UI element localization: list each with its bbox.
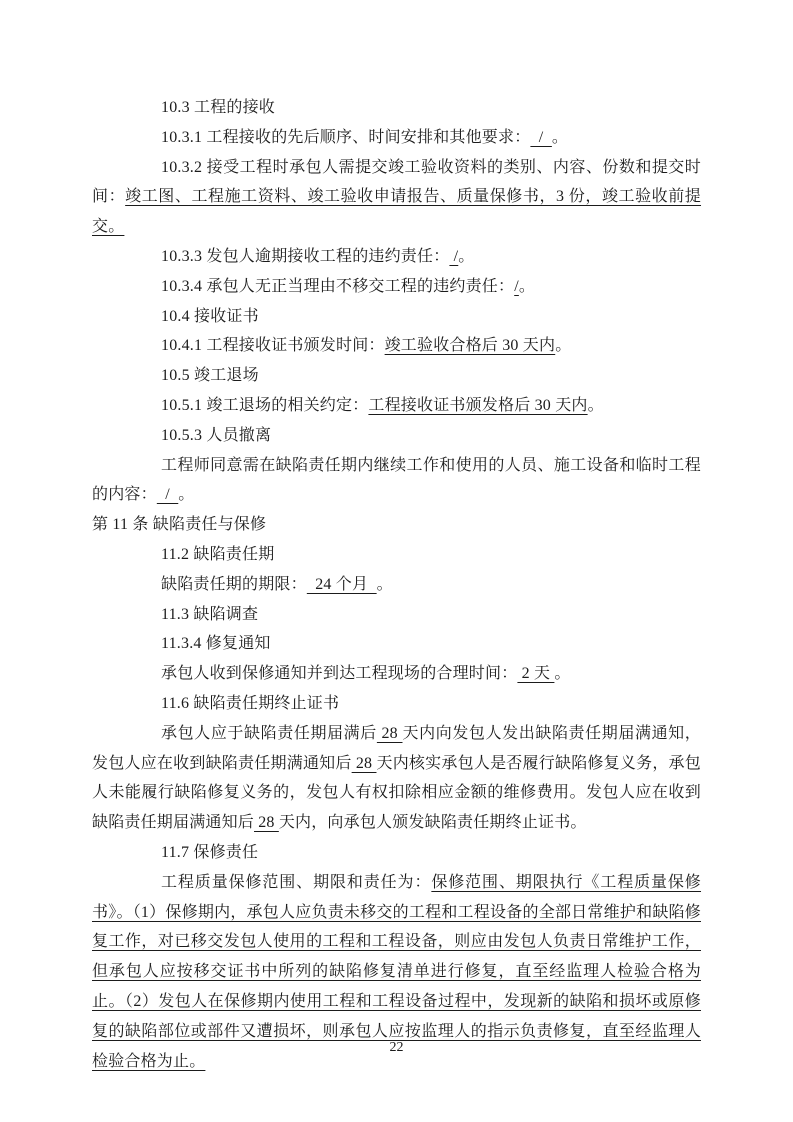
clause-11-3-4 — [92, 629, 701, 659]
text-run: 10.3.1 工程接收的先后顺序、时间安排和其他要求： — [161, 128, 531, 146]
clause-11-7 — [92, 838, 701, 868]
text-run: 10.3.4 承包人无正当理由不移交工程的违约责任： — [161, 277, 515, 295]
fill-in-underline: 保修范围、期限执行《工程质量保修书》。（1）保修期内，承包人应负责未移交的工程和工程设备的全部日常维护和缺陷修复工作，对已移交发包人使用的工程和工程设备，则应由发包人负责日常维护工作，但承包人应按移交证书中所列的缺陷修复清单进行修复，直至经监理人检验合格为止。（2）发包人在保修期内使用工程和工程设备过程中，发现新的缺陷和损坏或原修复的缺陷部位或部件又遭损坏，则承包人应按监理人的指示负责修复，直至经监理人检验合格为止。 — [92, 873, 702, 1070]
text-run: 。 — [554, 665, 571, 683]
text-run: 11.3 缺陷调查 — [161, 605, 259, 623]
fill-in-underline: 28 — [351, 754, 377, 772]
text-run: 天内向发包人发出缺陷责任期届满通知，发包人应在收到缺陷责任期满通知后 — [92, 724, 701, 772]
text-run: 。 — [458, 247, 475, 265]
text-run: 11.7 保修责任 — [161, 843, 259, 861]
text-run: 10.5 竣工退场 — [161, 367, 259, 385]
fill-in-underline: 24 个月 — [306, 575, 377, 593]
fill-in-underline: 竣工图、工程施工资料、竣工验收申请报告、质量保修书，3 份，竣工验收前提交。 — [92, 188, 702, 236]
fill-in-underline: / — [156, 486, 179, 504]
text-run: 。 — [587, 396, 604, 414]
clause-10-5 — [92, 361, 701, 391]
fill-in-underline: 28 — [254, 814, 279, 832]
clause-10-4-1 — [92, 331, 701, 361]
fill-in-underline: / — [449, 247, 459, 265]
text-run: 11.2 缺陷责任期 — [161, 545, 275, 563]
fill-in-underline: 工程接收证书颁发格后 30 天内 — [368, 396, 588, 414]
text-run: 10.4.1 工程接收证书颁发时间： — [161, 337, 385, 355]
clause-11-3 — [92, 600, 701, 630]
clause-10-3 — [92, 93, 701, 123]
text-run: 。 — [178, 486, 195, 504]
text-run: 承包人应于缺陷责任期届满后 — [161, 724, 377, 742]
text-run: 11.3.4 修复通知 — [161, 635, 271, 653]
text-run: 10.5.1 竣工退场的相关约定： — [161, 396, 369, 414]
text-run: 。 — [555, 337, 572, 355]
text-run: 。 — [551, 128, 569, 146]
clause-10-4 — [92, 302, 701, 332]
clause-10-3-2 — [92, 153, 701, 242]
clause-10-5-3 — [92, 421, 701, 451]
clause-10-3-1 — [92, 123, 701, 153]
text-run: 10.3.3 发包人逾期接收工程的违约责任： — [161, 247, 450, 265]
clause-10-3-3 — [92, 242, 701, 272]
text-run: 工程师同意需在缺陷责任期内继续工作和使用的人员、施工设备和临时工程的内容： — [92, 456, 701, 504]
para-repair-notice-time — [92, 659, 701, 689]
para-personnel-retained — [92, 451, 701, 511]
text-run: 。 — [518, 277, 536, 295]
clause-10-5-1 — [92, 391, 701, 421]
text-run: 工程质量保修范围、期限和责任为： — [161, 873, 432, 891]
text-run: 天内，向承包人颁发缺陷责任期终止证书。 — [278, 814, 587, 832]
heading-article-11 — [92, 510, 701, 540]
para-defect-liability-period — [92, 570, 701, 600]
text-run: 天内核实承包人是否履行缺陷修复义务，承包人未能履行缺陷修复义务的，发包人有权扣除相应金额的维修费用。发包人应在收到缺陷责任期届满通知后 — [92, 754, 701, 832]
text-run: 缺陷责任期的期限： — [161, 575, 307, 593]
fill-in-underline: / — [514, 277, 519, 295]
text-run: 11.6 缺陷责任期终止证书 — [161, 694, 340, 712]
text-run: 10.5.3 人员撤离 — [161, 426, 272, 444]
para-termination-certificate — [92, 719, 701, 838]
fill-in-underline: / — [530, 128, 552, 146]
text-run: 。 — [376, 575, 393, 593]
text-run: 10.3.2 接受工程时承包人需提交竣工验收资料的类别、内容、份数和提交时间： — [92, 158, 701, 206]
text-run: 承包人收到保修通知并到达工程现场的合理时间： — [161, 665, 518, 683]
fill-in-underline: 28 — [376, 724, 403, 742]
fill-in-underline: 2 天 — [517, 665, 555, 683]
clause-10-3-4 — [92, 272, 701, 302]
clause-11-2 — [92, 540, 701, 570]
text-run: 第 11 条 缺陷责任与保修 — [92, 516, 267, 534]
text-run: 10.3 工程的接收 — [161, 99, 276, 116]
text-run: 10.4 接收证书 — [161, 307, 259, 325]
fill-in-underline: 竣工验收合格后 30 天内 — [384, 337, 556, 355]
document-content — [92, 93, 701, 1076]
clause-11-6 — [92, 689, 701, 719]
page-number: 22 — [389, 1040, 404, 1055]
